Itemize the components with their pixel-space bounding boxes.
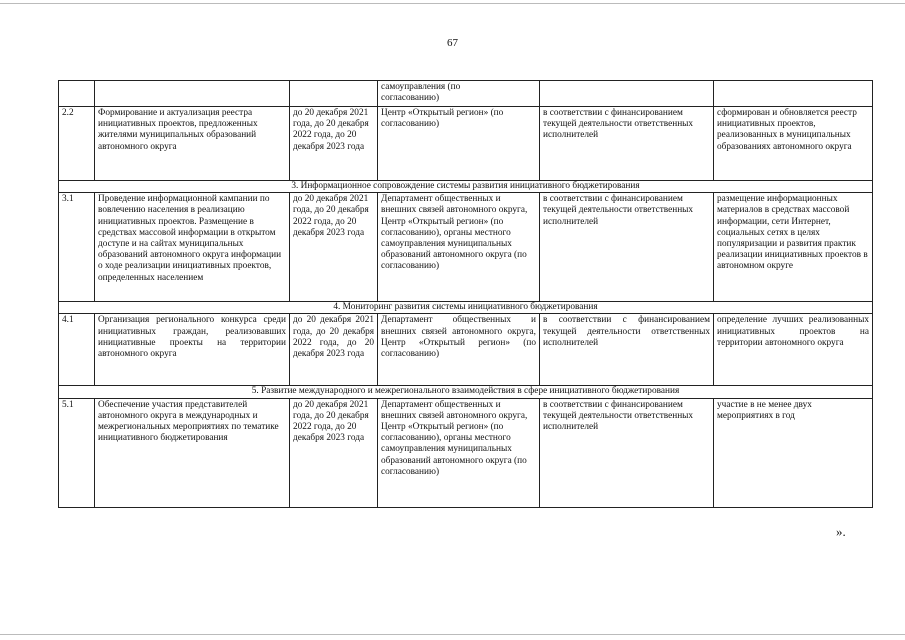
action-cell: Проведение информационной кампании по вовлечению населения в реализацию инициативных проектов. Размещение в средствах массовой информации в открытом доступе и на сайтах муниципальных образований автономного округа информации о ходе реализации инициативных проектов, определенных населением xyxy=(95,193,290,302)
action-cell: Обеспечение участия представителей автономного округа в международных и межрегиональных мероприятиях по тематике инициативного бюджетирования xyxy=(95,398,290,507)
funding-cell: в соответствии с финансированием текущей деятельности ответственных исполнителей xyxy=(540,107,714,181)
result-cell: сформирован и обновляется реестр инициативных проектов, реализованных в муниципальных образованиях автономного округа xyxy=(714,107,873,181)
action-cell: Формирование и актуализация реестра инициативных проектов, предложенных жителями муниципальных образований автономного округа xyxy=(95,107,290,181)
table-row xyxy=(59,398,873,507)
row-number: 2.2 xyxy=(59,107,95,181)
table-row xyxy=(59,193,873,302)
executor-cell: Центр «Открытый регион» (по согласованию) xyxy=(378,107,540,181)
funding-cell: в соответствии с финансированием текущей деятельности ответственных исполнителей xyxy=(540,314,714,386)
deadline-cell: до 20 декабря 2021 года, до 20 декабря 2022 года, до 20 декабря 2023 года xyxy=(290,107,378,181)
action-cell: Организация регионального конкурса среди инициативных граждан, реализовавших инициативные проекты на территории автономного округа xyxy=(95,314,290,386)
table-row xyxy=(59,107,873,181)
scan-bottom-edge xyxy=(0,634,905,635)
action-plan-table xyxy=(58,80,873,508)
result-cell: размещение информационных материалов в средствах массовой информации, сети Интернет, социальных сетях в целях популяризации и развития практик реализации инициативных проектов в автономном округе xyxy=(714,193,873,302)
deadline-cell: до 20 декабря 2021 года, до 20 декабря 2022 года, до 20 декабря 2023 года xyxy=(290,193,378,302)
row-number: 5.1 xyxy=(59,398,95,507)
section-row xyxy=(59,302,873,314)
result-cell: определение лучших реализованных инициативных проектов на территории автономного округа xyxy=(714,314,873,386)
funding-cell: в соответствии с финансированием текущей деятельности ответственных исполнителей xyxy=(540,193,714,302)
table-row xyxy=(59,81,873,107)
executor-cell: самоуправления (по согласованию) xyxy=(378,81,540,107)
section-row xyxy=(59,181,873,193)
deadline-cell: до 20 декабря 2021 года, до 20 декабря 2022 года, до 20 декабря 2023 года xyxy=(290,398,378,507)
executor-cell: Департамент общественных и внешних связей автономного округа, Центр «Открытый регион» (по согласованию), органы местного самоуправления муниципальных образований автономного округа (по согласованию) xyxy=(378,193,540,302)
section-title: 3. Информационное сопровождение системы развития инициативного бюджетирования xyxy=(59,181,873,193)
funding-cell: в соответствии с финансированием текущей деятельности ответственных исполнителей xyxy=(540,398,714,507)
executor-cell: Департамент общественных и внешних связей автономного округа, Центр «Открытый регион» (по согласованию), органы местного самоуправления муниципальных образований автономного округа (по согласованию) xyxy=(378,398,540,507)
deadline-cell: до 20 декабря 2021 года, до 20 декабря 2022 года, до 20 декабря 2023 года xyxy=(290,314,378,386)
page-number: 67 xyxy=(447,37,458,49)
section-title: 5. Развитие международного и межрегионального взаимодействия в сфере инициативного бюджетирования xyxy=(59,386,873,398)
row-number: 4.1 xyxy=(59,314,95,386)
closing-quote-mark: ». xyxy=(836,524,846,539)
section-title: 4. Мониторинг развития системы инициативного бюджетирования xyxy=(59,302,873,314)
row-number: 3.1 xyxy=(59,193,95,302)
scan-top-edge xyxy=(0,3,905,4)
table-row xyxy=(59,314,873,386)
executor-cell: Департамент общественных и внешних связей автономного округа, Центр «Открытый регион» (по согласованию) xyxy=(378,314,540,386)
section-row xyxy=(59,386,873,398)
result-cell: участие в не менее двух мероприятиях в год xyxy=(714,398,873,507)
